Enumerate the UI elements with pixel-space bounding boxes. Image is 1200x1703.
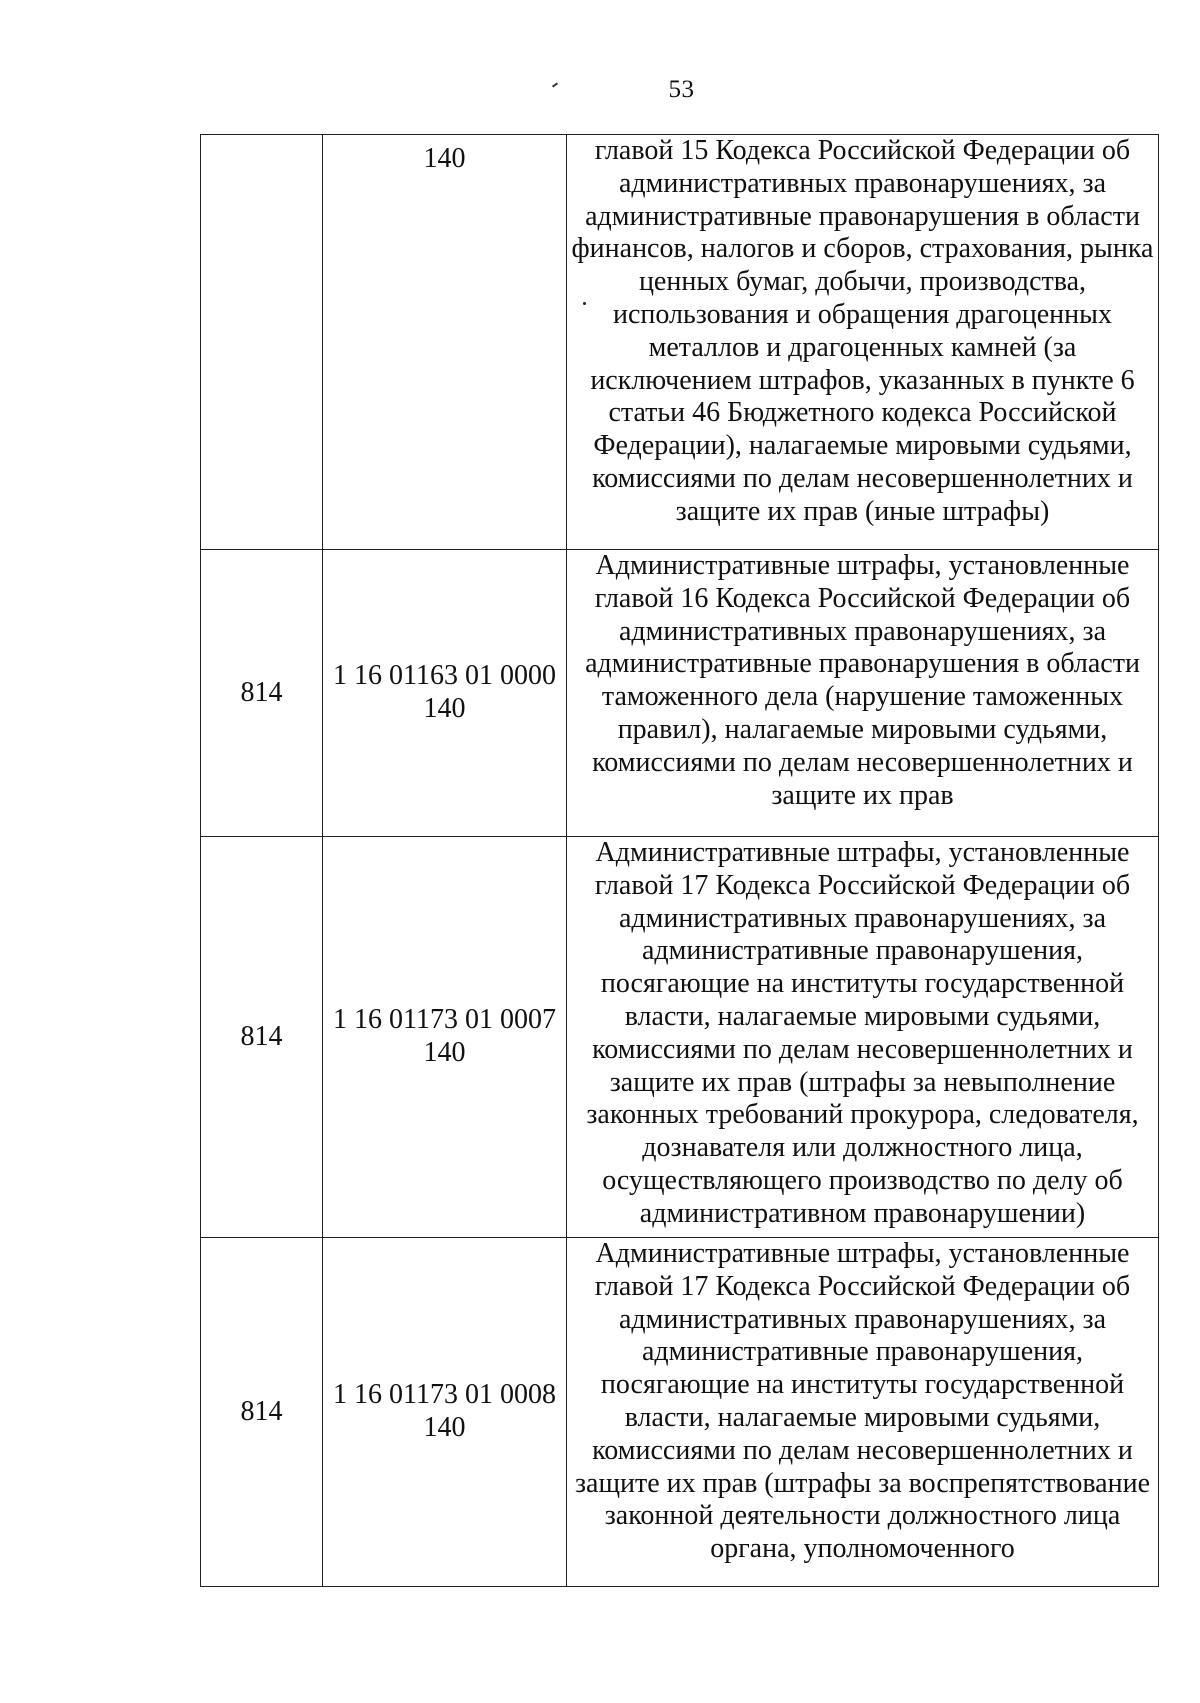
- admin-code-cell: 814: [201, 550, 323, 837]
- table-row: [201, 837, 1159, 1238]
- page-number: 53: [668, 76, 695, 103]
- income-code-cell: [323, 837, 567, 1238]
- income-code-line-1: 1 16 01163 01 0000: [333, 660, 556, 692]
- income-code-line-1: 1 16 01173 01 0008: [333, 1379, 556, 1411]
- admin-code-cell: 814: [201, 1238, 323, 1587]
- income-code-line-2: 140: [423, 693, 466, 724]
- table-row: [201, 550, 1159, 837]
- table-row: [201, 135, 1159, 550]
- table-row: [201, 1238, 1159, 1587]
- admin-code-cell: 814: [201, 837, 323, 1238]
- description-cell: Административные штрафы, установленные главой 17 Кодекса Российской Федерации об административных правонарушениях, за административные правонарушения, посягающие на институты государственной власти, налагаемые мировыми судьями, комиссиями по делам несовершеннолетних и защите их прав (штрафы за воспрепятствование законной деятельности должностного лица органа, уполномоченного: [567, 1238, 1159, 1587]
- income-code-line-2: 140: [423, 1412, 466, 1443]
- income-code-cell: [323, 135, 567, 550]
- budget-codes-table: [200, 134, 1159, 1587]
- income-code-cell: [323, 550, 567, 837]
- description-cell: Административные штрафы, установленные главой 16 Кодекса Российской Федерации об административных правонарушениях, за административные правонарушения в области таможенного дела (нарушение таможенных правил), налагаемые мировыми судьями, комиссиями по делам несовершеннолетних и защите их прав: [567, 550, 1159, 837]
- income-code-cell: [323, 1238, 567, 1587]
- admin-code-cell: [201, 135, 323, 550]
- description-cell: главой 15 Кодекса Российской Федерации об административных правонарушениях, за административные правонарушения в области финансов, налогов и сборов, страхования, рынка ценных бумаг, добычи, производства, использования и обращения драгоценных металлов и драгоценных камней (за исключением штрафов, указанных в пункте 6 статьи 46 Бюджетного кодекса Российской Федерации), налагаемые мировыми судьями, комиссиями по делам несовершеннолетних и защите их прав (иные штрафы): [567, 135, 1159, 550]
- income-code-line-2: 140: [423, 143, 466, 174]
- description-cell: Административные штрафы, установленные главой 17 Кодекса Российской Федерации об административных правонарушениях, за административные правонарушения, посягающие на институты государственной власти, налагаемые мировыми судьями, комиссиями по делам несовершеннолетних и защите их прав (штрафы за невыполнение законных требований прокурора, следователя, дознавателя или должностного лица, осуществляющего производство по делу об административном правонарушении): [567, 837, 1159, 1238]
- income-code-line-1: 1 16 01173 01 0007: [333, 1004, 556, 1036]
- income-code-line-2: 140: [423, 1037, 466, 1068]
